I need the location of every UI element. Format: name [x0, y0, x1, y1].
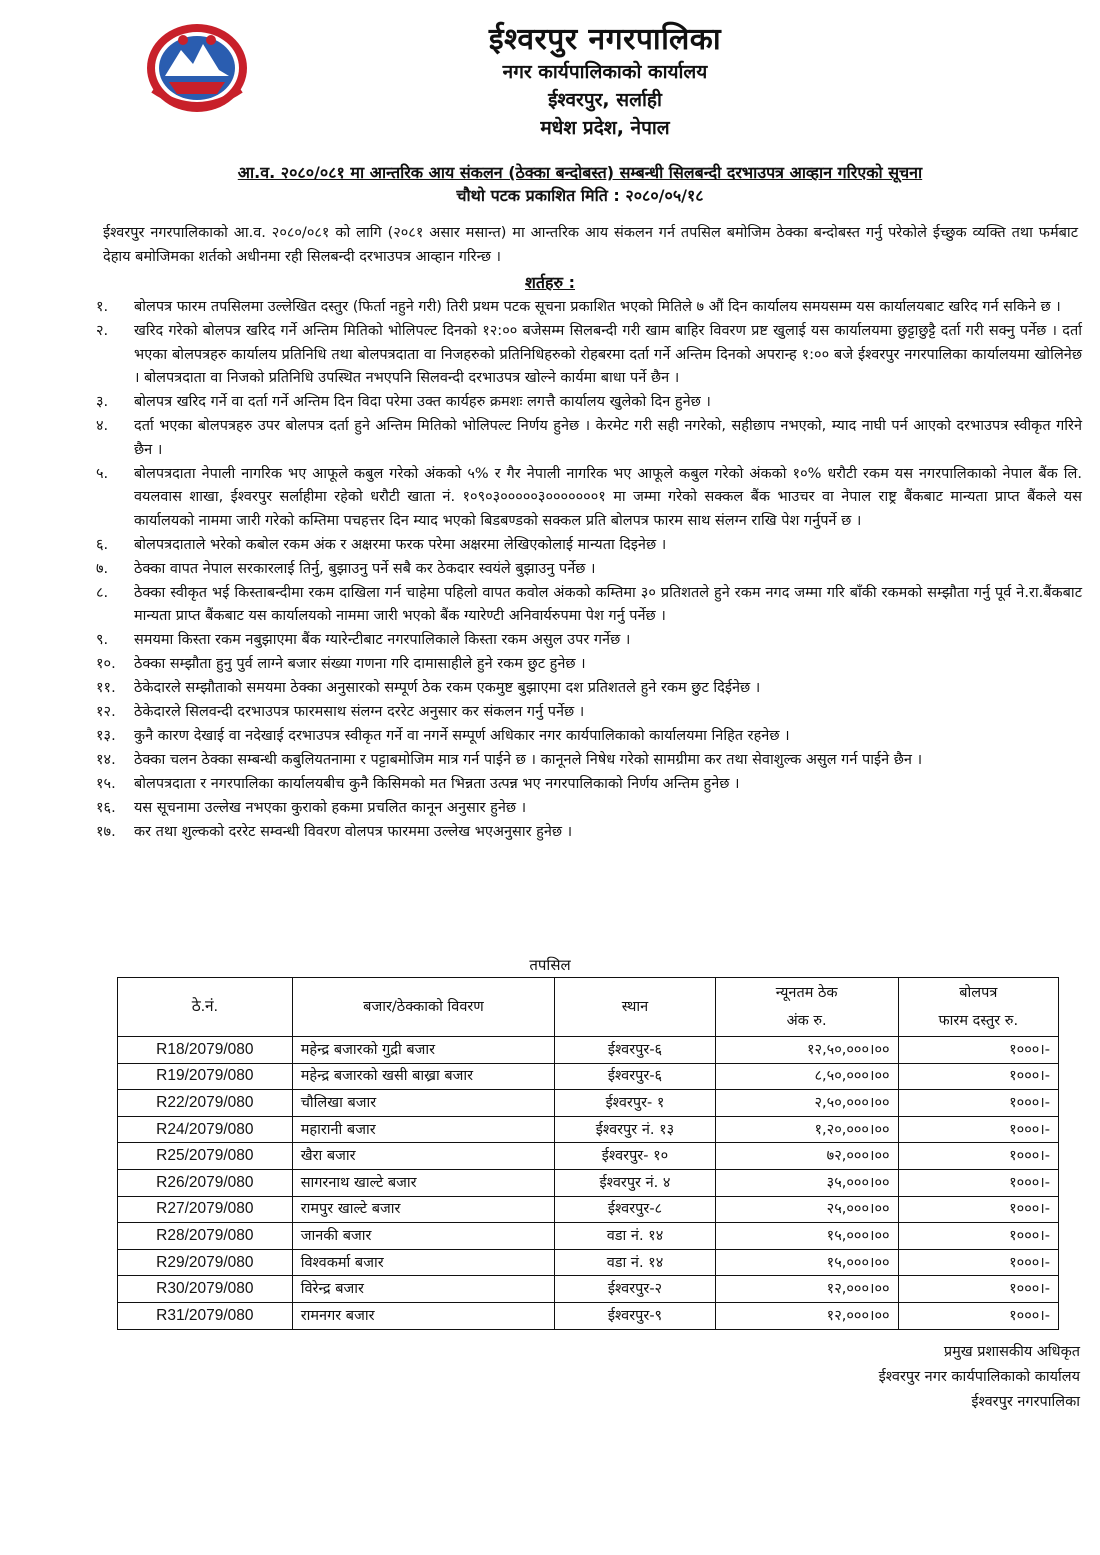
- cell-contract-number: R30/2079/080: [118, 1276, 293, 1303]
- cell-description: खैरा बजार: [292, 1143, 555, 1170]
- term-number: १५.: [96, 776, 116, 792]
- cell-location: ईश्वरपुर नं. १३: [555, 1116, 715, 1143]
- term-text: ठेकेदारले सिलवन्दी दरभाउपत्र फारमसाथ संलग्न दररेट अनुसार कर संकलन गर्नु पर्नेछ ।: [134, 704, 585, 720]
- term-item: [96, 415, 1082, 462]
- table-row: [118, 1090, 1059, 1117]
- term-text: ठेकेदारले सम्झौताको समयमा ठेक्का अनुसारको सम्पूर्ण ठेक रकम एकमुष्ट बुझाएमा दश प्रतिशतले हुने रकम छुट दिईनेछ ।: [134, 680, 761, 696]
- cell-location: ईश्वरपुर-९: [555, 1302, 715, 1329]
- table-row: [118, 1116, 1059, 1143]
- term-text: बोलपत्र फारम तपसिलमा उल्लेखित दस्तुर (फिर्ता नहुने गरी) तिरी प्रथम पटक सूचना प्रकाशित भएको मितिले ७ औं दिन कार्यालय समयसम्म यस कार्यालयबाट खरिद गर्न सकिने छ ।: [134, 299, 1061, 315]
- term-text: बोलपत्र खरिद गर्ने वा दर्ता गर्ने अन्तिम दिन विदा परेमा उक्त कार्यहरु क्रमशः लगत्तै कार्यालय खुलेको दिन हुनेछ ।: [134, 394, 711, 410]
- table-row: [118, 1169, 1059, 1196]
- cell-contract-number: R18/2079/080: [118, 1037, 293, 1064]
- term-text: समयमा किस्ता रकम नबुझाएमा बैंक ग्यारेन्टीबाट नगरपालिकाले किस्ता रकम असुल उपर गर्नेछ ।: [134, 632, 631, 648]
- term-item: [96, 629, 1082, 653]
- table-header-row: [118, 978, 1059, 1037]
- term-item: [96, 725, 1082, 749]
- table-row: [118, 1037, 1059, 1064]
- table-row: [118, 1276, 1059, 1303]
- cell-location: ईश्वरपुर- १०: [555, 1143, 715, 1170]
- table-row: [118, 1249, 1059, 1276]
- cell-contract-number: R31/2079/080: [118, 1302, 293, 1329]
- table-row: [118, 1063, 1059, 1090]
- cell-description: महारानी बजार: [292, 1116, 555, 1143]
- cell-minimum-amount: १२,५०,०००।००: [715, 1037, 898, 1064]
- cell-minimum-amount: १,२०,०००।००: [715, 1116, 898, 1143]
- term-item: [96, 296, 1082, 320]
- cell-description: सागरनाथ खाल्टे बजार: [292, 1169, 555, 1196]
- cell-form-fee: १०००।-: [898, 1196, 1058, 1223]
- term-item: [96, 677, 1082, 701]
- cell-minimum-amount: ८,५०,०००।००: [715, 1063, 898, 1090]
- cell-contract-number: R27/2079/080: [118, 1196, 293, 1223]
- cell-location: ईश्वरपुर- १: [555, 1090, 715, 1117]
- cell-description: रामपुर खाल्टे बजार: [292, 1196, 555, 1223]
- term-text: बोलपत्रदाता नेपाली नागरिक भए आफूले कबुल गरेको अंकको ५% र गैर नेपाली नागरिक भए आफूले कबुल गरेको अंकको १०% धरौटी रकम यस नगरपालिकाको नेपाल बैंक लि. वयलवास शाखा, ईश्वरपुर सर्लाहीमा रहेको धरौटी खाता नं. १०९०३०००००३०००००००१ मा जम्मा गरेको सक्कल बैंक भाउचर वा नेपाल राष्ट्र बैंकबाट मान्यता प्राप्त बैंकले यस कार्यालयको नाममा जारी गरेको कम्तिमा पचहत्तर दिन म्याद भएको बिडबण्डको सक्कल प्रति बोलपत्र फारम साथ संलग्न राखि पेश गर्नुपर्ने छ ।: [134, 465, 1082, 529]
- letterhead: [430, 22, 780, 142]
- signatory-office: ईश्वरपुर नगर कार्यपालिकाको कार्यालय: [878, 1369, 1080, 1385]
- signatory-title: प्रमुख प्रशासकीय अधिकृत: [943, 1344, 1080, 1360]
- term-item: [96, 463, 1082, 534]
- cell-location: ईश्वरपुर-८: [555, 1196, 715, 1223]
- term-item: [96, 653, 1082, 677]
- cell-location: ईश्वरपुर-६: [555, 1037, 715, 1064]
- column-header-location: स्थान: [555, 978, 715, 1037]
- table-row: [118, 1223, 1059, 1250]
- term-item: [96, 534, 1082, 558]
- cell-location: ईश्वरपुर-२: [555, 1276, 715, 1303]
- cell-minimum-amount: २५,०००।००: [715, 1196, 898, 1223]
- cell-minimum-amount: १२,०००।००: [715, 1302, 898, 1329]
- term-number: ६.: [96, 536, 109, 553]
- cell-description: चौलिखा बजार: [292, 1090, 555, 1117]
- office-name: नगर कार्यपालिकाको कार्यालय: [502, 61, 708, 83]
- table-caption: तपसिल: [529, 956, 571, 974]
- term-number: १६.: [96, 800, 116, 816]
- terms-heading: शर्तहरु :: [524, 273, 576, 292]
- term-item: [96, 320, 1082, 391]
- term-text: ठेक्का चलन ठेक्का सम्बन्धी कबुलियतनामा र पट्टाबमोजिम मात्र गर्न पाईने छ । कानूनले निषेध गरेको सामग्रीमा कर तथा सेवाशुल्क असुल गर्न पाईने छैन ।: [134, 752, 923, 768]
- term-item: [96, 701, 1082, 725]
- cell-form-fee: १०००।-: [898, 1063, 1058, 1090]
- term-number: १०.: [96, 656, 116, 672]
- term-item: [96, 582, 1082, 629]
- term-number: १.: [96, 299, 109, 315]
- cell-location: वडा नं. १४: [555, 1249, 715, 1276]
- cell-contract-number: R25/2079/080: [118, 1143, 293, 1170]
- cell-contract-number: R24/2079/080: [118, 1116, 293, 1143]
- cell-contract-number: R19/2079/080: [118, 1063, 293, 1090]
- cell-description: महेन्द्र बजारको खसी बाख्रा बजार: [292, 1063, 555, 1090]
- cell-form-fee: १०००।-: [898, 1223, 1058, 1250]
- term-text: कुनै कारण देखाई वा नदेखाई दरभाउपत्र स्वीकृत गर्ने वा नगर्ने सम्पूर्ण अधिकार नगर कार्यपालिकाको कार्यालयमा निहित रहनेछ ।: [134, 728, 790, 744]
- office-province: मधेश प्रदेश, नेपाल: [540, 117, 670, 139]
- term-number: ९.: [96, 632, 109, 648]
- cell-location: ईश्वरपुर नं. ४: [555, 1169, 715, 1196]
- cell-form-fee: १०००।-: [898, 1143, 1058, 1170]
- term-text: बोलपत्रदाताले भरेको कबोल रकम अंक र अक्षरमा फरक परेमा अक्षरमा लेखिएकोलाई मान्यता दिइनेछ ।: [134, 536, 667, 553]
- cell-contract-number: R28/2079/080: [118, 1223, 293, 1250]
- cell-contract-number: R26/2079/080: [118, 1169, 293, 1196]
- column-header-minimum-amount: [715, 978, 898, 1037]
- term-text: दर्ता भएका बोलपत्रहरु उपर बोलपत्र दर्ता हुने अन्तिम मितिको भोलिपल्ट निर्णय हुनेछ । केरमेट गरी सही नगरेको, सहीछाप नभएको, म्याद नाघी पर्न आएको दरभाउपत्र स्वीकृत गरिने छैन ।: [134, 418, 1082, 458]
- term-item: [96, 773, 1082, 797]
- terms-list: [96, 296, 1082, 845]
- cell-minimum-amount: १२,०००।००: [715, 1276, 898, 1303]
- cell-form-fee: १०००।-: [898, 1302, 1058, 1329]
- column-header-form-fee: [898, 978, 1058, 1037]
- cell-minimum-amount: ७२,०००।००: [715, 1143, 898, 1170]
- table-row: [118, 1302, 1059, 1329]
- cell-minimum-amount: २,५०,०००।००: [715, 1090, 898, 1117]
- cell-form-fee: १०००।-: [898, 1090, 1058, 1117]
- term-number: १३.: [96, 728, 116, 744]
- nepal-emblem-icon: [143, 20, 251, 116]
- cell-form-fee: १०००।-: [898, 1276, 1058, 1303]
- header-line: न्यूनतम ठेक: [775, 985, 838, 1001]
- cell-contract-number: R29/2079/080: [118, 1249, 293, 1276]
- signatory-municipality: ईश्वरपुर नगरपालिका: [971, 1394, 1080, 1410]
- cell-description: जानकी बजार: [292, 1223, 555, 1250]
- cell-description: विश्वकर्मा बजार: [292, 1249, 555, 1276]
- term-text: खरिद गरेको बोलपत्र खरिद गर्ने अन्तिम मितिको भोलिपल्ट दिनको १२:०० बजेसम्म सिलबन्दी गरी खाम बाहिर विवरण प्रष्ट खुलाई यस कार्यालयमा छुट्टाछुट्टै दर्ता गरी सक्नु पर्नेछ । दर्ता भएका बोलपत्रहरु कार्यालय प्रतिनिधि तथा बोलपत्रदाता वा निजहरुको प्रतिनिधिहरुको रोहबरमा दर्ता गर्ने अन्तिम दिनको अपरान्ह १:०० बजे ईश्वरपुर नगरपालिका कार्यालयमा खोलिनेछ । बोलपत्रदाता वा निजको प्रतिनिधि उपस्थित नभएपनि सिलवन्दी दरभाउपत्र खोल्ने कार्यमा बाधा पर्ने छैन ।: [134, 323, 1082, 386]
- notice-title-block: [60, 162, 1100, 208]
- term-item: [96, 797, 1082, 821]
- signature-block: [790, 1340, 1080, 1415]
- term-text: ठेक्का स्वीकृत भई किस्ताबन्दीमा रकम दाखिला गर्न चाहेमा पहिलो वापत कवोल अंकको कम्तिमा ३० प्रतिशतले हुने रकम नगद जम्मा गरि बाँकी रकमको सम्झौता गर्नु पूर्व ने.रा.बैंकबाट मान्यता प्राप्त बैंकबाट यस कार्यालयको नाममा जारी भएको बैंक ग्यारेण्टी अनिवार्यरुपमा पेश गर्नु पर्नेछ ।: [134, 584, 1082, 624]
- cell-description: विरेन्द्र बजार: [292, 1276, 555, 1303]
- header-line: अंक रु.: [786, 1013, 827, 1029]
- cell-form-fee: १०००।-: [898, 1116, 1058, 1143]
- term-item: [96, 558, 1082, 582]
- cell-description: महेन्द्र बजारको गुद्री बजार: [292, 1037, 555, 1064]
- term-item: [96, 391, 1082, 415]
- cell-description: रामनगर बजार: [292, 1302, 555, 1329]
- term-number: ७.: [96, 560, 109, 577]
- cell-minimum-amount: १५,०००।००: [715, 1223, 898, 1250]
- table-row: [118, 1143, 1059, 1170]
- term-number: ४.: [96, 418, 109, 434]
- term-number: ११.: [96, 680, 116, 696]
- term-number: १७.: [96, 824, 116, 840]
- cell-location: वडा नं. १४: [555, 1223, 715, 1250]
- column-header-description: बजार/ठेक्काको विवरण: [292, 978, 555, 1037]
- term-item: [96, 749, 1082, 773]
- publication-date: चौथो पटक प्रकाशित मिति : २०८०/०५/१८: [456, 186, 704, 205]
- table-row: [118, 1196, 1059, 1223]
- term-number: ३.: [96, 394, 109, 410]
- cell-contract-number: R22/2079/080: [118, 1090, 293, 1117]
- term-number: ८.: [96, 584, 109, 601]
- cell-location: ईश्वरपुर-६: [555, 1063, 715, 1090]
- cell-form-fee: १०००।-: [898, 1249, 1058, 1276]
- contract-table: [117, 977, 1059, 1330]
- cell-form-fee: १०००।-: [898, 1169, 1058, 1196]
- term-number: २.: [96, 323, 109, 339]
- header-line: बोलपत्र: [959, 985, 998, 1001]
- term-item: [96, 821, 1082, 845]
- term-text: यस सूचनामा उल्लेख नभएका कुराको हकमा प्रचलित कानून अनुसार हुनेछ ।: [134, 800, 527, 816]
- intro-paragraph: ईश्वरपुर नगरपालिकाको आ.व. २०८०/०८१ को लागि (२०८१ असार मसान्त) मा आन्तरिक आय संकलन गर्न तपसिल बमोजिम ठेक्का बन्दोबस्त गर्नु परेकोले ईच्छुक व्यक्ति तथा फर्मबाट देहाय बमोजिमका शर्तको अधीनमा रही सिलबन्दी दरभाउपत्र आव्हान गरिन्छ ।: [103, 225, 1078, 265]
- term-text: ठेक्का वापत नेपाल सरकारलाई तिर्नु, बुझाउनु पर्ने सबै कर ठेकदार स्वयंले बुझाउनु पर्नेछ ।: [134, 560, 596, 577]
- term-number: ५.: [96, 465, 109, 482]
- term-text: ठेक्का सम्झौता हुनु पुर्व लाग्ने बजार संख्या गणना गरि दामासाहीले हुने रकम छुट हुनेछ ।: [134, 656, 586, 672]
- term-number: १४.: [96, 752, 116, 768]
- office-place: ईश्वरपुर, सर्लाही: [548, 89, 662, 111]
- term-text: बोलपत्रदाता र नगरपालिका कार्यालयबीच कुनै किसिमको मत भिन्नता उत्पन्न भए नगरपालिकाको निर्णय अन्तिम हुनेछ ।: [134, 776, 740, 792]
- column-header-number: ठे.नं.: [118, 978, 293, 1037]
- cell-form-fee: १०००।-: [898, 1037, 1058, 1064]
- cell-minimum-amount: ३५,०००।००: [715, 1169, 898, 1196]
- organization-name: ईश्वरपुर नगरपालिका: [488, 22, 722, 57]
- notice-title: आ.व. २०८०/०८१ मा आन्तरिक आय संकलन (ठेक्का बन्दोबस्त) सम्बन्धी सिलबन्दी दरभाउपत्र आव्हान गरिएको सूचना: [237, 163, 923, 182]
- term-number: १२.: [96, 704, 116, 720]
- header-line: फारम दस्तुर रु.: [938, 1013, 1019, 1029]
- cell-minimum-amount: १५,०००।००: [715, 1249, 898, 1276]
- term-text: कर तथा शुल्कको दररेट सम्वन्धी विवरण वोलपत्र फारममा उल्लेख भएअनुसार हुनेछ ।: [134, 824, 573, 840]
